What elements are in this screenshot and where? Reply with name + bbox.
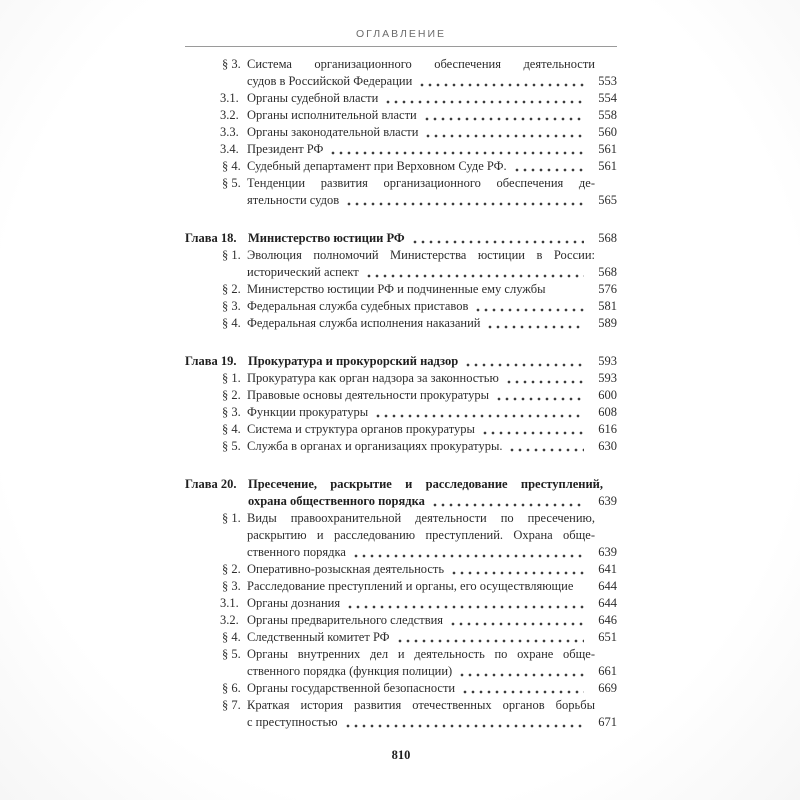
toc-entry-line — [220, 124, 617, 141]
entry-text: Оперативно-розыскная деятельность — [247, 562, 445, 576]
dot-leader — [552, 291, 584, 295]
entry-label: § 5. — [222, 647, 241, 661]
entry-label: § 4. — [222, 159, 241, 173]
toc-entry — [185, 680, 617, 697]
entry-text: Краткая история развития отечественных органов борьбы — [247, 698, 595, 712]
entry-label: 3.2. — [220, 613, 239, 627]
entry-page-number: 565 — [598, 193, 617, 207]
toc-entry — [185, 298, 617, 315]
dot-leader — [449, 622, 584, 626]
toc-entry-line — [222, 697, 617, 714]
toc-entry-line — [222, 438, 617, 455]
entry-page-number: 616 — [598, 422, 617, 436]
entry-label: 3.2. — [220, 108, 239, 122]
dot-leader — [344, 724, 584, 728]
dot-leader — [481, 431, 584, 435]
entry-label: § 4. — [222, 630, 241, 644]
toc-entry — [185, 578, 617, 595]
toc-entry-line — [222, 561, 617, 578]
entry-label: § 2. — [222, 282, 241, 296]
toc-entry-line — [222, 247, 617, 264]
toc-entry — [185, 561, 617, 578]
toc-entry — [185, 175, 617, 209]
entry-page-number: 568 — [598, 265, 617, 279]
toc-entry-line — [222, 315, 617, 332]
toc-entry — [185, 90, 617, 107]
toc-entry — [185, 158, 617, 175]
toc-entry — [185, 387, 617, 404]
entry-label: § 4. — [222, 422, 241, 436]
dot-leader — [384, 100, 584, 104]
entry-page-number: 561 — [598, 159, 617, 173]
entry-page-number: 553 — [598, 74, 617, 88]
toc-entry — [185, 510, 617, 561]
toc-entry-line — [222, 56, 617, 73]
entry-label: 3.3. — [220, 125, 239, 139]
entry-page-number: 630 — [598, 439, 617, 453]
toc-entry-line — [222, 192, 617, 209]
entry-text: Министерство юстиции РФ и подчиненные ему службы — [247, 282, 546, 296]
entry-page-number: 639 — [598, 494, 617, 508]
entry-page-number: 558 — [598, 108, 617, 122]
entry-page-number: 661 — [598, 664, 617, 678]
entry-text: Органы судебной власти — [247, 91, 379, 105]
toc-entry — [185, 247, 617, 281]
dot-leader — [461, 690, 584, 694]
entry-page-number: 593 — [598, 354, 617, 368]
toc-entry — [185, 124, 617, 141]
entry-page-number: 639 — [598, 545, 617, 559]
entry-text: Виды правоохранительной деятельности по пресечению, — [247, 511, 595, 525]
entry-label: 3.1. — [220, 91, 239, 105]
toc-entry-line — [185, 353, 617, 370]
entry-page-number: 589 — [598, 316, 617, 330]
dot-leader — [508, 448, 584, 452]
entry-label: § 1. — [222, 511, 241, 525]
entry-text: Органы исполнительной власти — [247, 108, 417, 122]
running-head: ОГЛАВЛЕНИЕ — [185, 28, 617, 47]
entry-label: Глава 19. — [185, 354, 237, 368]
toc-entry-line — [222, 714, 617, 731]
toc-entry-line — [222, 544, 617, 561]
entry-text: Пресечение, раскрытие и расследование преступлений, — [248, 477, 603, 491]
toc-entry-line — [222, 510, 617, 527]
entry-page-number: 671 — [598, 715, 617, 729]
entry-page-number: 651 — [598, 630, 617, 644]
toc-entry — [185, 629, 617, 646]
entry-label: § 5. — [222, 176, 241, 190]
entry-text: Федеральная служба судебных приставов — [247, 299, 469, 313]
toc-chapter-entry — [185, 353, 617, 370]
entry-page-number: 568 — [598, 231, 617, 245]
dot-leader — [464, 363, 584, 367]
toc-entry — [185, 646, 617, 680]
toc-entry — [185, 438, 617, 455]
entry-text: Следственный комитет РФ — [247, 630, 390, 644]
dot-leader — [396, 639, 584, 643]
entry-text: Судебный департамент при Верховном Суде РФ. — [247, 159, 507, 173]
entry-label: § 3. — [222, 57, 241, 71]
toc-entry-line — [222, 175, 617, 192]
entry-text: Прокуратура как орган надзора за законностью — [247, 371, 499, 385]
toc-entry — [185, 697, 617, 731]
entry-page-number: 644 — [598, 579, 617, 593]
dot-leader — [352, 554, 584, 558]
entry-page-number: 561 — [598, 142, 617, 156]
dot-leader — [374, 414, 584, 418]
dot-leader — [346, 605, 584, 609]
entry-text: Органы законодательной власти — [247, 125, 419, 139]
entry-text: Эволюция полномочий Министерства юстиции в России: — [247, 248, 595, 262]
toc-entry-line — [222, 421, 617, 438]
entry-text: Тенденции развития организационного обеспечения де- — [247, 176, 595, 190]
entry-text: раскрытию и расследованию преступлений. Охрана обще- — [247, 528, 595, 542]
dot-leader — [365, 274, 584, 278]
dot-leader — [431, 503, 584, 507]
dot-leader — [345, 202, 584, 206]
entry-text: охрана общественного порядка — [248, 494, 425, 508]
entry-label: § 6. — [222, 681, 241, 695]
entry-text: Функции прокуратуры — [247, 405, 369, 419]
entry-page-number: 646 — [598, 613, 617, 627]
dot-leader — [495, 397, 584, 401]
entry-text: Органы предварительного следствия — [247, 613, 444, 627]
toc-entry-line — [220, 612, 617, 629]
entry-label: § 3. — [222, 405, 241, 419]
toc-entry-line — [185, 230, 617, 247]
dot-leader — [579, 588, 584, 592]
page-number-folio: 810 — [391, 748, 411, 762]
toc-entry — [185, 56, 617, 90]
toc-entry-line — [222, 387, 617, 404]
entry-text: Органы дознания — [247, 596, 341, 610]
entry-text: Министерство юстиции РФ — [248, 231, 405, 245]
dot-leader — [486, 325, 584, 329]
entry-text: Система организационного обеспечения деятельности — [247, 57, 595, 71]
toc-chapter-entry — [185, 230, 617, 247]
entry-label: Глава 20. — [185, 477, 237, 491]
entry-label: § 1. — [222, 371, 241, 385]
entry-text: Расследование преступлений и органы, его осуществляющие — [247, 579, 574, 593]
toc-entry-line — [222, 663, 617, 680]
entry-text: Правовые основы деятельности прокуратуры — [247, 388, 490, 402]
entry-label: 3.1. — [220, 596, 239, 610]
entry-text: ятельности судов — [247, 193, 340, 207]
entry-text: Служба в органах и организациях прокуратуры. — [247, 439, 503, 453]
toc-entry-line — [222, 404, 617, 421]
entry-label: § 7. — [222, 698, 241, 712]
toc-entry-line — [220, 107, 617, 124]
entry-label: § 2. — [222, 562, 241, 576]
toc-entry-line — [222, 158, 617, 175]
toc-entry-line — [220, 141, 617, 158]
entry-label: § 5. — [222, 439, 241, 453]
dot-leader — [329, 151, 584, 155]
toc-entry — [185, 612, 617, 629]
toc-entry-line — [222, 646, 617, 663]
toc-entry-line — [185, 493, 617, 510]
toc-entry-line — [222, 281, 617, 298]
entry-page-number: 593 — [598, 371, 617, 385]
toc-entry-line — [222, 680, 617, 697]
toc-entry-line — [222, 578, 617, 595]
toc-entry-line — [222, 73, 617, 90]
toc-entry — [185, 404, 617, 421]
entry-text: Органы государственной безопасности — [247, 681, 456, 695]
entry-text: Органы внутренних дел и деятельность по охране обще- — [247, 647, 595, 661]
toc-entry — [185, 315, 617, 332]
entry-label: § 3. — [222, 299, 241, 313]
entry-text: ственного порядка — [247, 545, 346, 559]
toc-entry-line — [222, 629, 617, 646]
toc-entry — [185, 141, 617, 158]
entry-text: исторический аспект — [247, 265, 359, 279]
entry-text: ственного порядка (функция полиции) — [247, 664, 453, 678]
dot-leader — [505, 380, 584, 384]
entry-label: § 3. — [222, 579, 241, 593]
dot-leader — [474, 308, 584, 312]
dot-leader — [513, 168, 584, 172]
entry-text: Президент РФ — [247, 142, 324, 156]
toc-entry — [185, 421, 617, 438]
entry-page-number: 581 — [598, 299, 617, 313]
toc-entry — [185, 370, 617, 387]
toc-entry-line — [222, 527, 617, 544]
entry-page-number: 608 — [598, 405, 617, 419]
page-content — [185, 28, 617, 731]
toc-entry — [185, 281, 617, 298]
toc-entry-line — [222, 298, 617, 315]
toc-entry-line — [222, 370, 617, 387]
entry-label: Глава 18. — [185, 231, 237, 245]
entry-page-number: 644 — [598, 596, 617, 610]
entry-page-number: 669 — [598, 681, 617, 695]
toc-entry — [185, 107, 617, 124]
entry-text: Федеральная служба исполнения наказаний — [247, 316, 481, 330]
entry-label: § 4. — [222, 316, 241, 330]
entry-text: Система и структура органов прокуратуры — [247, 422, 475, 436]
toc-entry-line — [220, 595, 617, 612]
toc-list — [185, 56, 617, 731]
dot-leader — [411, 240, 584, 244]
dot-leader — [458, 673, 584, 677]
entry-page-number: 600 — [598, 388, 617, 402]
dot-leader — [424, 134, 584, 138]
toc-chapter-entry — [185, 476, 617, 510]
entry-page-number: 554 — [598, 91, 617, 105]
entry-page-number: 641 — [598, 562, 617, 576]
entry-text: Прокуратура и прокурорский надзор — [248, 354, 459, 368]
entry-label: 3.4. — [220, 142, 239, 156]
entry-label: § 2. — [222, 388, 241, 402]
entry-page-number: 560 — [598, 125, 617, 139]
toc-entry-line — [220, 90, 617, 107]
entry-page-number: 576 — [598, 282, 617, 296]
toc-entry-line — [222, 264, 617, 281]
dot-leader — [418, 83, 584, 87]
entry-label: § 1. — [222, 248, 241, 262]
entry-text: с преступностью — [247, 715, 338, 729]
dot-leader — [423, 117, 584, 121]
dot-leader — [450, 571, 584, 575]
toc-entry — [185, 595, 617, 612]
toc-entry-line — [185, 476, 617, 493]
entry-text: судов в Российской Федерации — [247, 74, 413, 88]
